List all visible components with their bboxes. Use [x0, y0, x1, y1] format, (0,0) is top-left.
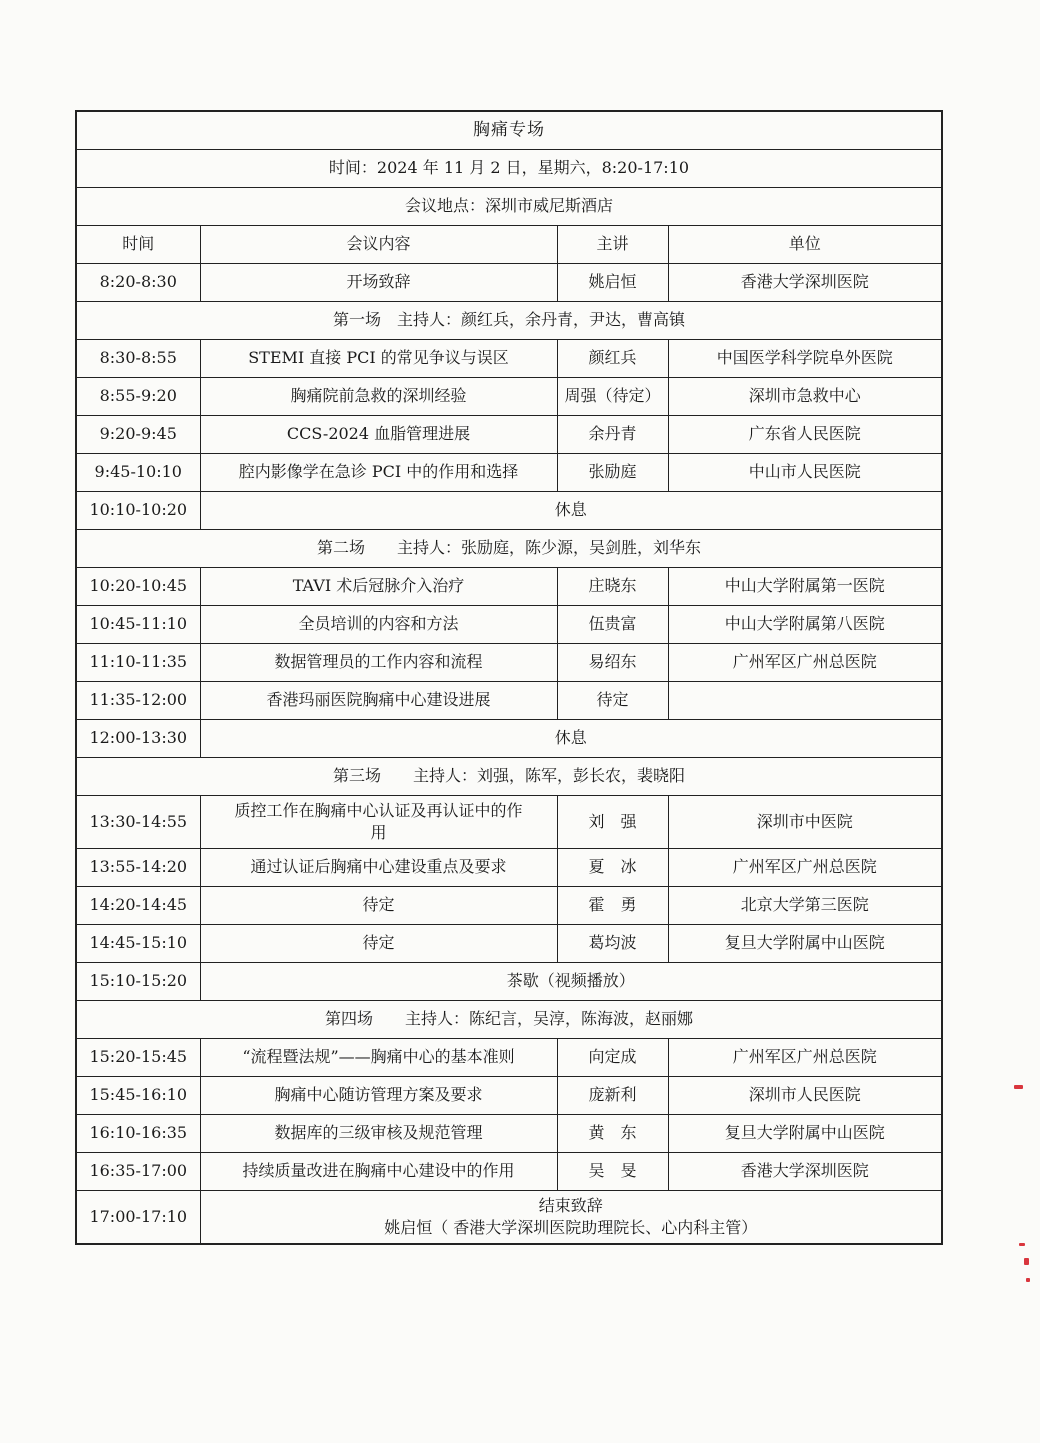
row-speaker: 向定成 [557, 1038, 668, 1076]
row-time: 12:00-13:30 [76, 719, 200, 757]
content-line: 质控工作在胸痛中心认证及再认证中的作 [234, 800, 523, 820]
table-row [76, 1114, 942, 1152]
session-header [76, 529, 942, 567]
row-unit: 广东省人民医院 [668, 415, 942, 453]
table-row [76, 453, 942, 491]
session-header [76, 301, 942, 339]
row-unit: 香港大学深圳医院 [668, 263, 942, 301]
row-content: 胸痛中心随访管理方案及要求 [200, 1076, 557, 1114]
row-time: 15:45-16:10 [76, 1076, 200, 1114]
row-content: 持续质量改进在胸痛中心建设中的作用 [200, 1152, 557, 1190]
break-label: 茶歇（视频播放） [200, 962, 942, 1000]
row-speaker: 待定 [557, 681, 668, 719]
row-unit: 中山大学附属第八医院 [668, 605, 942, 643]
closing-row [76, 1190, 942, 1244]
content-line: 用 [370, 822, 387, 842]
table-row [76, 795, 942, 848]
row-time: 10:45-11:10 [76, 605, 200, 643]
row-time: 16:10-16:35 [76, 1114, 200, 1152]
row-unit: 广州军区广州总医院 [668, 643, 942, 681]
stamp-mark [1014, 1085, 1023, 1089]
closing-content [200, 1190, 942, 1244]
table-row [76, 339, 942, 377]
title-row [76, 111, 942, 149]
row-time: 13:30-14:55 [76, 795, 200, 848]
row-content: 开场致辞 [200, 263, 557, 301]
row-speaker: 周强（待定） [557, 377, 668, 415]
row-content: 数据管理员的工作内容和流程 [200, 643, 557, 681]
row-speaker: 姚启恒 [557, 263, 668, 301]
row-unit: 复旦大学附属中山医院 [668, 1114, 942, 1152]
row-content: 胸痛院前急救的深圳经验 [200, 377, 557, 415]
stamp-mark [1019, 1243, 1025, 1246]
row-time: 8:30-8:55 [76, 339, 200, 377]
row-content: 腔内影像学在急诊 PCI 中的作用和选择 [200, 453, 557, 491]
row-content: STEMI 直接 PCI 的常见争议与误区 [200, 339, 557, 377]
row-speaker: 张励庭 [557, 453, 668, 491]
table-row [76, 848, 942, 886]
row-unit: 复旦大学附属中山医院 [668, 924, 942, 962]
stamp-mark [1026, 1278, 1030, 1282]
opening-row [76, 263, 942, 301]
session4-label: 第四场 主持人：陈纪言，吴淳，陈海波，赵丽娜 [76, 1000, 942, 1038]
header-row [76, 225, 942, 263]
row-speaker: 吴 旻 [557, 1152, 668, 1190]
row-time: 17:00-17:10 [76, 1190, 200, 1244]
row-time: 16:35-17:00 [76, 1152, 200, 1190]
row-unit: 中国医学科学院阜外医院 [668, 339, 942, 377]
header-content: 会议内容 [200, 225, 557, 263]
row-content: CCS-2024 血脂管理进展 [200, 415, 557, 453]
row-unit: 广州军区广州总医院 [668, 848, 942, 886]
table-row [76, 605, 942, 643]
row-content: 全员培训的内容和方法 [200, 605, 557, 643]
table-row [76, 415, 942, 453]
header-time: 时间 [76, 225, 200, 263]
row-speaker: 庞新利 [557, 1076, 668, 1114]
row-speaker: 霍 勇 [557, 886, 668, 924]
row-content: 待定 [200, 886, 557, 924]
time-row [76, 149, 942, 187]
row-speaker: 伍贵富 [557, 605, 668, 643]
row-speaker: 夏 冰 [557, 848, 668, 886]
row-speaker: 刘 强 [557, 795, 668, 848]
session1-label: 第一场 主持人：颜红兵，余丹青，尹达，曹高镇 [76, 301, 942, 339]
row-time: 11:10-11:35 [76, 643, 200, 681]
row-time: 11:35-12:00 [76, 681, 200, 719]
row-unit: 中山市人民医院 [668, 453, 942, 491]
row-speaker: 庄晓东 [557, 567, 668, 605]
row-unit [668, 681, 942, 719]
row-content [200, 795, 557, 848]
row-unit: 北京大学第三医院 [668, 886, 942, 924]
session-header [76, 757, 942, 795]
row-unit: 深圳市急救中心 [668, 377, 942, 415]
row-time: 15:10-15:20 [76, 962, 200, 1000]
row-time: 15:20-15:45 [76, 1038, 200, 1076]
row-unit: 中山大学附属第一医院 [668, 567, 942, 605]
row-time: 13:55-14:20 [76, 848, 200, 886]
break-label: 休息 [200, 491, 942, 529]
closing-title: 结束致辞 [538, 1195, 603, 1215]
break-row [76, 962, 942, 1000]
row-content: “流程暨法规”——胸痛中心的基本准则 [200, 1038, 557, 1076]
row-time: 8:20-8:30 [76, 263, 200, 301]
row-unit: 香港大学深圳医院 [668, 1152, 942, 1190]
row-time: 9:45-10:10 [76, 453, 200, 491]
header-speaker: 主讲 [557, 225, 668, 263]
row-time: 14:20-14:45 [76, 886, 200, 924]
table-row [76, 1076, 942, 1114]
session2-label: 第二场 主持人：张励庭，陈少源，吴剑胜，刘华东 [76, 529, 942, 567]
table-row [76, 1038, 942, 1076]
event-venue: 会议地点：深圳市威尼斯酒店 [76, 187, 942, 225]
row-speaker: 余丹青 [557, 415, 668, 453]
agenda-table [75, 110, 943, 1245]
row-time: 9:20-9:45 [76, 415, 200, 453]
event-time: 时间：2024 年 11 月 2 日，星期六，8:20-17:10 [76, 149, 942, 187]
row-unit: 深圳市中医院 [668, 795, 942, 848]
table-row [76, 567, 942, 605]
row-content: 数据库的三级审核及规范管理 [200, 1114, 557, 1152]
stamp-mark [1024, 1258, 1029, 1265]
break-row [76, 719, 942, 757]
row-unit: 深圳市人民医院 [668, 1076, 942, 1114]
row-content: 待定 [200, 924, 557, 962]
row-content: 通过认证后胸痛中心建设重点及要求 [200, 848, 557, 886]
row-speaker: 黄 东 [557, 1114, 668, 1152]
table-row [76, 643, 942, 681]
closing-speaker: 姚启恒（ 香港大学深圳医院助理院长、心内科主管） [384, 1217, 758, 1237]
agenda-title: 胸痛专场 [76, 111, 942, 149]
row-speaker: 葛均波 [557, 924, 668, 962]
row-unit: 广州军区广州总医院 [668, 1038, 942, 1076]
break-label: 休息 [200, 719, 942, 757]
table-row [76, 886, 942, 924]
session3-label: 第三场 主持人：刘强，陈军，彭长农，裴晓阳 [76, 757, 942, 795]
row-content: 香港玛丽医院胸痛中心建设进展 [200, 681, 557, 719]
header-unit: 单位 [668, 225, 942, 263]
table-row [76, 924, 942, 962]
table-row [76, 377, 942, 415]
row-time: 10:10-10:20 [76, 491, 200, 529]
table-row [76, 681, 942, 719]
row-content: TAVI 术后冠脉介入治疗 [200, 567, 557, 605]
break-row [76, 491, 942, 529]
row-speaker: 易绍东 [557, 643, 668, 681]
session-header [76, 1000, 942, 1038]
row-speaker: 颜红兵 [557, 339, 668, 377]
table-row [76, 1152, 942, 1190]
venue-row [76, 187, 942, 225]
row-time: 8:55-9:20 [76, 377, 200, 415]
row-time: 10:20-10:45 [76, 567, 200, 605]
row-time: 14:45-15:10 [76, 924, 200, 962]
